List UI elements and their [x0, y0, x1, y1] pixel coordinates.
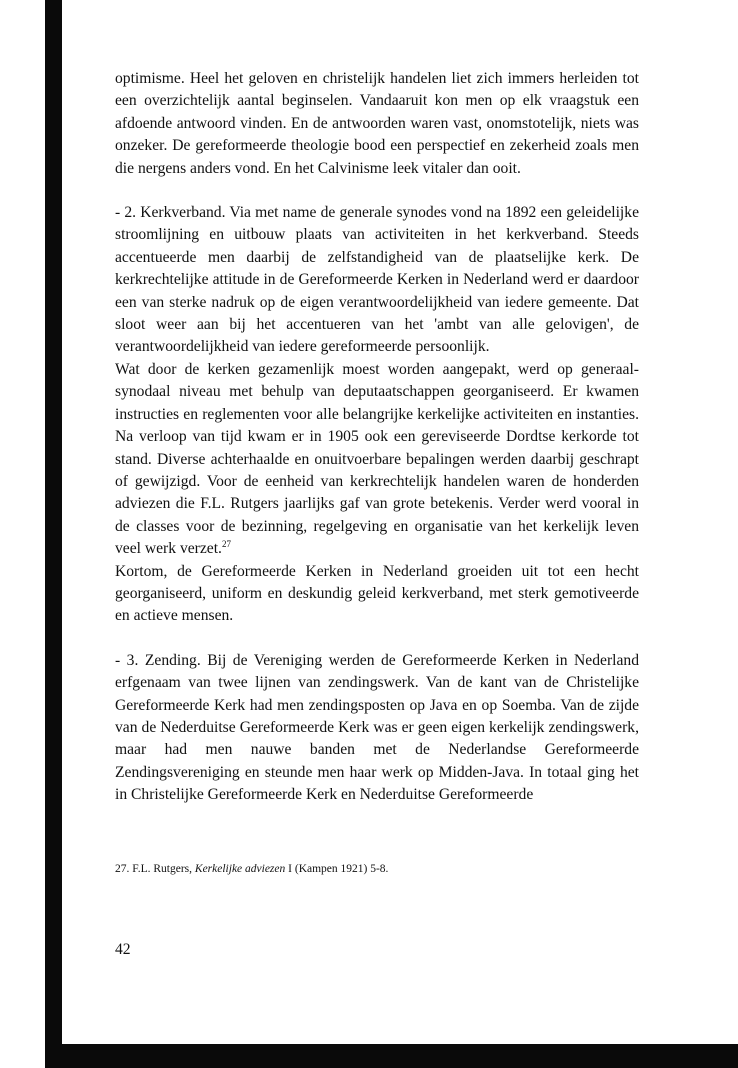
body-text — [115, 68, 639, 807]
scan-border-bottom — [45, 1044, 738, 1068]
paragraph-zending: - 3. Zending. Bij de Vereniging werden de Gereformeerde Kerken in Nederland erfgenaam van twee lijnen van zendingswerk. Van de kant van de Christelijke Gereformeerde Kerk had men zendingsposten op Java en op Soemba. Van de zijde van de Nederduitse Gereformeerde Kerk was er geen eigen kerkelijk zendingswerk, maar had men nauwe banden met de Nederlandse Gereformeerde Zendingsvereniging en steunde men haar werk op Midden-Java. In totaal ging het in Christelijke Gereformeerde Kerk en Nederduitse Gereformeerde — [115, 651, 639, 804]
footnote-rest: I (Kampen 1921) 5-8. — [288, 863, 389, 875]
scan-border-left — [45, 0, 62, 1068]
paragraph-generaal-synodaal-text: Wat door de kerken gezamenlijk moest worden aangepakt, werd op generaal-synodaal niveau met behulp van deputaatschappen georganiseerd. Er kwamen instructies en reglementen voor alle belangrijke kerkelijke activiteiten en instanties. Na verloop van tijd kwam er in 1905 ook een gereviseerde Dordtse kerkorde tot stand. Diverse achterhaalde en onuitvoerbare bepalingen werden daarbij geschrapt of gewijzigd. Voor de eenheid van kerkrechtelijk handelen waren de honderden adviezen die F.L. Rutgers jaarlijks gaf van grote betekenis. Verder werd vooral in de classes voor de bezinning, regelgeving en organisatie van het kerkelijk leven veel werk verzet. — [115, 360, 639, 558]
footnote-number: 27. — [115, 863, 130, 875]
footnote-reference: 27 — [221, 538, 231, 549]
paragraph-kortom: Kortom, de Gereformeerde Kerken in Nederland groeiden uit tot een hecht georganiseerd, uniform en deskundig geleid kerkverband, met sterk gemotiveerde en actieve mensen. — [115, 562, 639, 625]
footnote — [115, 861, 639, 877]
page-number: 42 — [115, 941, 131, 958]
footnote-author: F.L. Rutgers, — [132, 863, 193, 875]
footnote-title: Kerkelijke adviezen — [194, 863, 286, 875]
paragraph-generaal-synodaal — [115, 359, 639, 561]
paragraph-optimisme: optimisme. Heel het geloven en christelijk handelen liet zich immers herleiden tot een overzichtelijk aantal beginselen. Vandaaruit kon men op elk vraagstuk een afdoende antwoord vinden. En de antwoorden waren vast, onomstotelijk, niets was onzeker. De gereformeerde theologie bood een perspectief en zekerheid zoals men die nergens anders vond. En het Calvinisme leek vitaler dan ooit. — [115, 70, 639, 177]
paragraph-kerkverband: - 2. Kerkverband. Via met name de generale synodes vond na 1892 een geleidelijke stroomlijning en uitbouw plaats van activiteiten in het kerkverband. Steeds accentueerde men daarbij de zelfstandigheid van de plaatselijke kerk. De kerkrechtelijke attitude in de Gereformeerde Kerken in Nederland werd er daardoor een van sterke nadruk op de eigen verantwoordelijkheid van iedere gemeente. Dat sloot weer aan bij het accentueren van het 'ambt van alle gelovigen', de verantwoordelijkheid van iedere gereformeerde persoonlijk. — [115, 204, 639, 356]
